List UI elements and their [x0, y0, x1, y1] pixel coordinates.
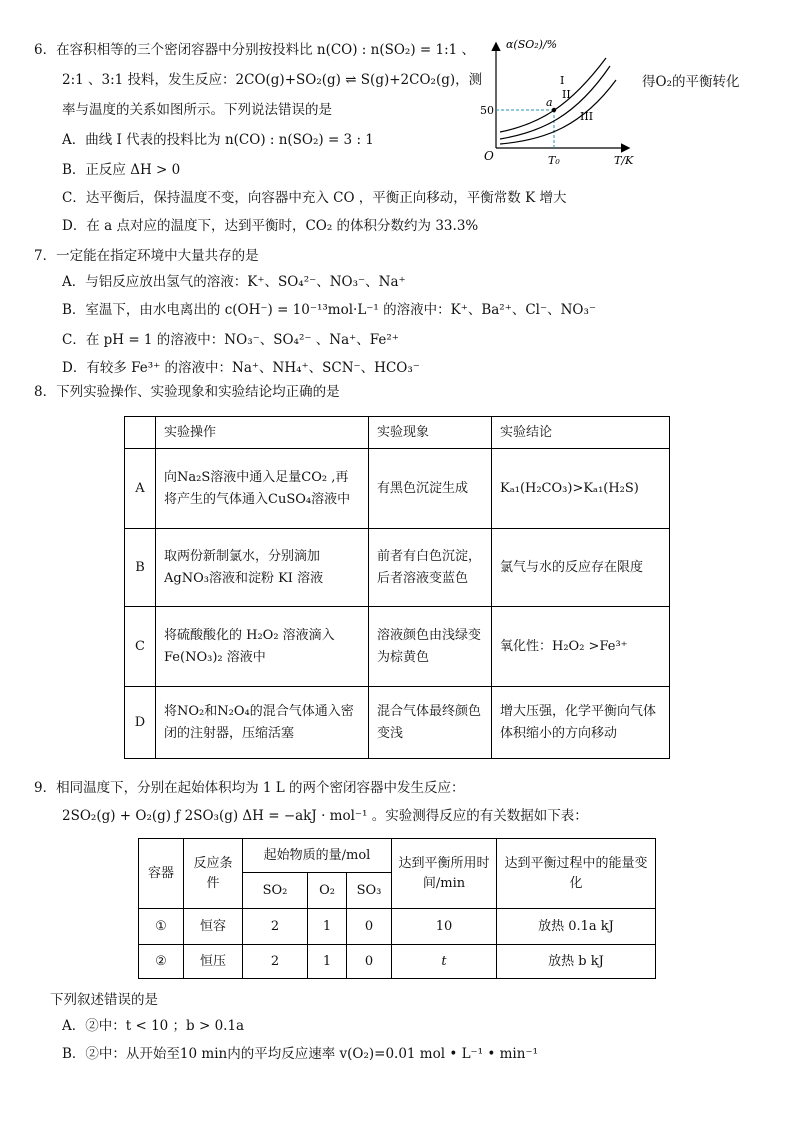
q9-header-o2: O₂	[308, 873, 347, 909]
q9-stem: 9．相同温度下，分别在起始体积均为 1 L 的两个密闭容器中发生反应：	[34, 780, 465, 796]
q7-stem: 7．一定能在指定环境中大量共存的是	[34, 248, 259, 264]
q9-option-a: A．②中：t < 10 ；b > 0.1a	[62, 1018, 245, 1034]
q6-option-c: C．达平衡后，保持温度不变，向容器中充入 CO ，平衡正向移动，平衡常数 K 增大	[62, 190, 567, 206]
q9-row1-condition: 恒容	[184, 909, 243, 945]
q9-header-time: 达到平衡所用时间/min	[392, 839, 497, 909]
q8-table	[124, 416, 670, 759]
q6-curve-label-1: I	[560, 74, 565, 87]
q8-row-a-phenomenon: 有黑色沉淀生成	[369, 449, 492, 529]
q8-row-d-label: D	[125, 687, 156, 759]
q9-header-start-amount: 起始物质的量/mol	[243, 839, 392, 873]
q9-row2-o2: 1	[308, 945, 347, 979]
q9-row1-container: ①	[139, 909, 184, 945]
q6-point-a-label: a	[546, 96, 553, 109]
q8-row-d-operation: 将NO₂和N₂O₄的混合气体通入密闭的注射器，压缩活塞	[156, 687, 369, 759]
q8-row-c-label: C	[125, 607, 156, 687]
q8-row-a-label: A	[125, 449, 156, 529]
q9-row2-condition: 恒压	[184, 945, 243, 979]
q8-row-a-operation: 向Na₂S溶液中通入足量CO₂ ,再将产生的气体通入CuSO₄溶液中	[156, 449, 369, 529]
q6-graph-ytick: 50	[480, 104, 494, 117]
table-row	[125, 607, 670, 687]
q9-row2-so3: 0	[347, 945, 392, 979]
q6-graph-ylabel: α(SO₂)/%	[506, 38, 558, 51]
q8-header-conclusion: 实验结论	[492, 417, 670, 449]
q6-graph	[470, 36, 636, 172]
q6-curve-label-3: III	[580, 110, 594, 123]
table-row	[139, 945, 656, 979]
q9-header-energy: 达到平衡过程中的能量变化	[497, 839, 656, 909]
table-row	[125, 449, 670, 529]
q8-row-b-phenomenon: 前者有白色沉淀，后者溶液变蓝色	[369, 529, 492, 607]
q9-row1-energy: 放热 0.1a kJ	[497, 909, 656, 945]
table-row	[125, 687, 670, 759]
q6-stem-line2: 2:1 、3:1 投料，发生反应：2CO(g)+SO₂(g) ⇌ S(g)+2CO₂(g)，测	[62, 72, 483, 88]
q9-row1-so2: 2	[243, 909, 308, 945]
q8-row-b-label: B	[125, 529, 156, 607]
q9-row1-so3: 0	[347, 909, 392, 945]
q6-option-b: B．正反应 ΔH > 0	[62, 162, 181, 178]
q7-option-b: B．室温下，由水电离出的 c(OH⁻) = 10⁻¹³mol·L⁻¹ 的溶液中：K⁺、Ba²⁺、Cl⁻、NO₃⁻	[62, 302, 597, 318]
q8-header-phenomenon: 实验现象	[369, 417, 492, 449]
q9-table	[138, 838, 656, 979]
q8-row-c-operation: 将硫酸酸化的 H₂O₂ 溶液滴入Fe(NO₃)₂ 溶液中	[156, 607, 369, 687]
q7-option-c: C．在 pH = 1 的溶液中：NO₃⁻、SO₄²⁻ 、Na⁺、Fe²⁺	[62, 332, 399, 348]
q6-stem-line3: 率与温度的关系如图所示。下列说法错误的是	[62, 102, 332, 118]
q8-header-blank	[125, 417, 156, 449]
q8-row-c-phenomenon: 溶液颜色由浅绿变为棕黄色	[369, 607, 492, 687]
q6-graph-origin: O	[484, 149, 494, 163]
table-row	[139, 909, 656, 945]
q9-option-b: B．②中：从开始至10 min内的平均反应速率 v(O₂)=0.01 mol • L⁻¹ • min⁻¹	[62, 1046, 538, 1062]
q9-after-stem: 下列叙述错误的是	[50, 992, 158, 1008]
table-row	[125, 529, 670, 607]
q9-row2-container: ②	[139, 945, 184, 979]
q8-row-a-conclusion: Kₐ₁(H₂CO₃)>Kₐ₁(H₂S)	[492, 449, 670, 529]
q9-row1-time: 10	[392, 909, 497, 945]
q6-option-d: D．在 a 点对应的温度下，达到平衡时，CO₂ 的体积分数约为 33.3%	[62, 218, 479, 234]
q8-header-operation: 实验操作	[156, 417, 369, 449]
q9-row1-o2: 1	[308, 909, 347, 945]
q7-option-a: A．与铝反应放出氢气的溶液：K⁺、SO₄²⁻、NO₃⁻、Na⁺	[62, 274, 406, 290]
q9-equation: 2SO₂(g) + O₂(g) ƒ 2SO₃(g) ΔH = −akJ · mol⁻¹ 。实验测得反应的有关数据如下表：	[62, 808, 588, 824]
q6-option-a: A．曲线 I 代表的投料比为 n(CO) : n(SO₂) = 3 : 1	[62, 132, 374, 148]
q8-row-c-conclusion: 氧化性：H₂O₂ >Fe³⁺	[492, 607, 670, 687]
q9-row2-so2: 2	[243, 945, 308, 979]
q8-row-d-phenomenon: 混合气体最终颜色变浅	[369, 687, 492, 759]
q9-row2-energy: 放热 b kJ	[497, 945, 656, 979]
q6-curve-label-2: II	[562, 88, 571, 101]
q9-header-row-1	[139, 839, 656, 873]
q8-stem: 8．下列实验操作、实验现象和实验结论均正确的是	[34, 384, 340, 400]
q8-row-b-conclusion: 氯气与水的反应存在限度	[492, 529, 670, 607]
q6-graph-xlabel: T/K	[614, 154, 634, 167]
q8-row-b-operation: 取两份新制氯水，分别滴加AgNO₃溶液和淀粉 KI 溶液	[156, 529, 369, 607]
q6-stem-line2-right: 得O₂的平衡转化	[642, 74, 740, 90]
q8-row-d-conclusion: 增大压强，化学平衡向气体体积缩小的方向移动	[492, 687, 670, 759]
q6-curve-3	[500, 80, 616, 144]
q8-header-row	[125, 417, 670, 449]
q9-header-condition: 反应条件	[184, 839, 243, 909]
q9-header-so2: SO₂	[243, 873, 308, 909]
q9-header-so3: SO₃	[347, 873, 392, 909]
q6-stem-line1: 6．在容积相等的三个密闭容器中分别按投料比 n(CO) : n(SO₂) = 1:1 、	[34, 42, 476, 58]
q7-option-d: D．有较多 Fe³⁺ 的溶液中：Na⁺、NH₄⁺、SCN⁻、HCO₃⁻	[62, 360, 420, 376]
q9-row2-time: t	[392, 945, 497, 979]
q6-graph-xtick: T₀	[548, 154, 560, 167]
q9-header-container: 容器	[139, 839, 184, 909]
